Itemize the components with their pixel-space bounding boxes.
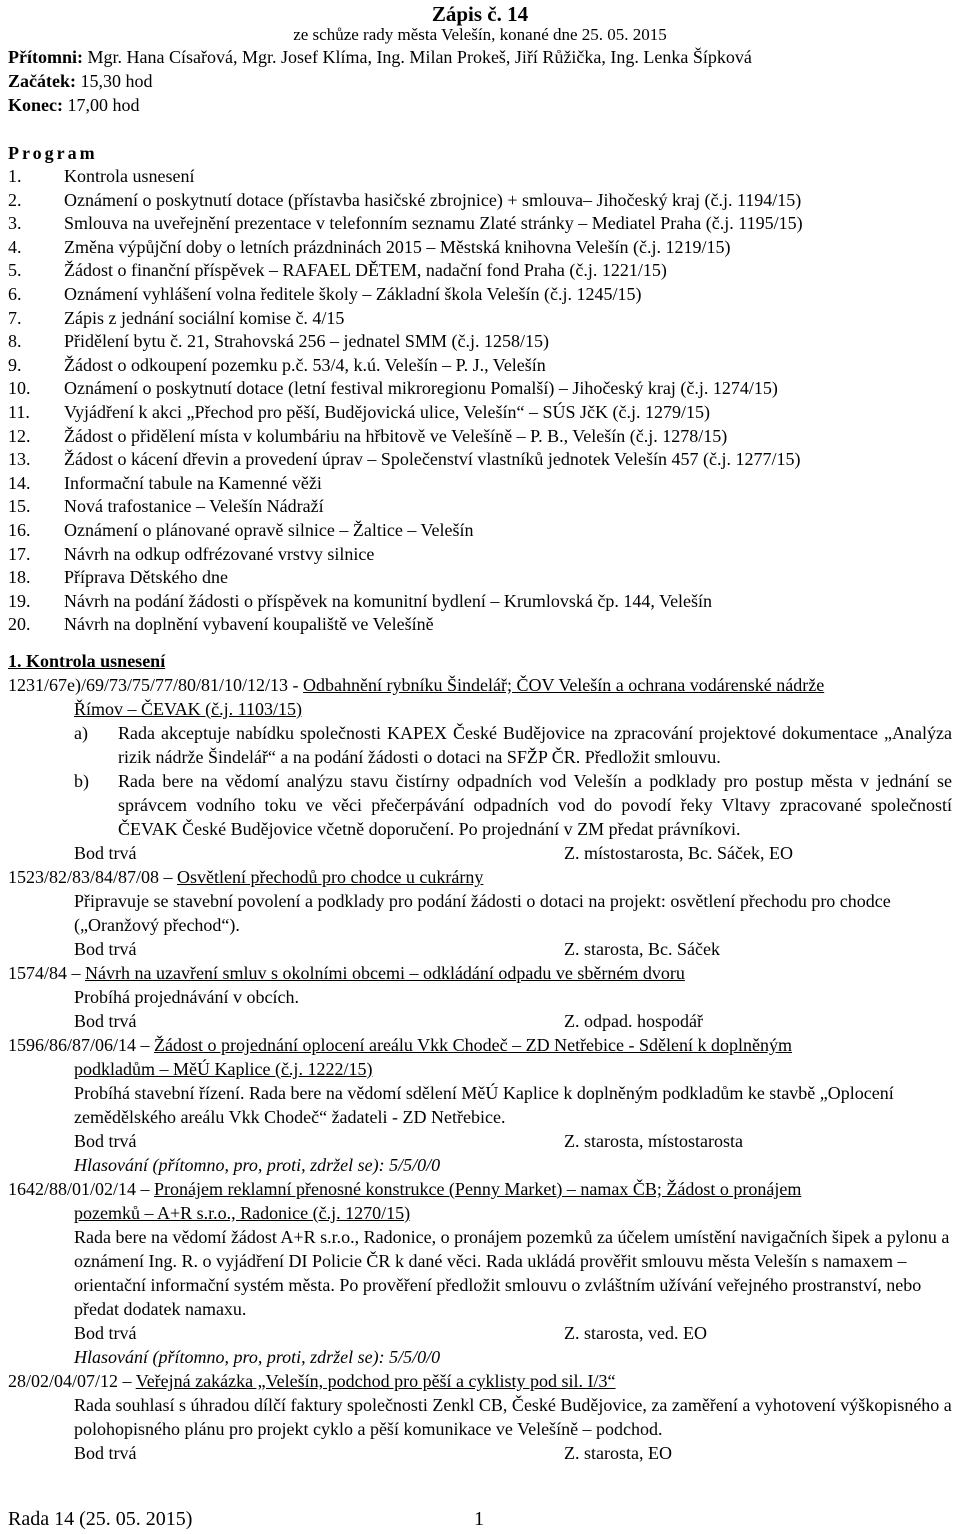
start-value: 15,30 hod — [80, 71, 153, 91]
program-item — [8, 165, 952, 189]
program-item-number: 1. — [8, 166, 22, 186]
program-item-number: 10. — [8, 378, 31, 399]
program-item-text: Oznámení o poskytnutí dotace (přístavba hasičské zbrojnice) + smlouva– Jihočeský kraj (č.j. 1194/15) — [64, 189, 802, 210]
end-label: Konec: — [8, 95, 63, 115]
program-item — [8, 472, 952, 496]
program-item-text: Zápis z jednání sociální komise č. 4/15 — [64, 307, 345, 328]
program-item — [8, 448, 952, 472]
program-item — [8, 307, 952, 331]
program-item-number: 4. — [8, 236, 22, 257]
vote-line: Hlasování (přítomno, pro, proti, zdržel se): 5/5/0/0 — [74, 1154, 441, 1175]
program-item-text: Oznámení o plánované opravě silnice – Žaltice – Velešín — [64, 519, 474, 540]
status-row — [8, 1441, 952, 1465]
program-item-text: Smlouva na uveřejnění prezentace v telefonním seznamu Zlaté stránky – Mediatel Praha (č.j. 1195/15) — [64, 213, 803, 234]
resolution-number: 1642/88/01/02/14 – — [8, 1178, 155, 1199]
program-item — [8, 212, 952, 236]
subitem-label: b) — [74, 770, 89, 791]
program-item-number: 13. — [8, 449, 31, 470]
footer-label: Rada 14 (25. 05. 2015) — [8, 1508, 193, 1530]
program-item — [8, 377, 952, 401]
status-row — [8, 1129, 952, 1153]
program-item-number: 20. — [8, 614, 31, 635]
end-value: 17,00 hod — [67, 95, 140, 115]
status-text: Bod trvá — [74, 842, 137, 863]
page-number: 1 — [474, 1508, 484, 1530]
start-line — [8, 69, 952, 93]
program-item-number: 15. — [8, 496, 31, 517]
resolution-title: Římov – ČEVAK (č.j. 1103/15) — [74, 698, 302, 719]
resolution-text: Připravuje se stavební povolení a podklady pro podání žádosti o dotaci na projekt: osvětlení přechodu pro chodce („Oranžový přechod“). — [74, 890, 891, 935]
resolution-text: Probíhá projednávání v obcích. — [74, 986, 299, 1007]
responsible-text: Z. starosta, ved. EO — [564, 1322, 707, 1343]
resolution-title: Žádost o projednání oplocení areálu Vkk Chodeč – ZD Netřebice - Sdělení k doplněným — [154, 1034, 793, 1055]
program-item-number: 2. — [8, 189, 22, 210]
section-heading: 1. Kontrola usnesení — [8, 650, 166, 671]
program-item-number: 6. — [8, 283, 22, 304]
program-item-number: 5. — [8, 260, 22, 281]
program-item-text: Žádost o finanční příspěvek – RAFAEL DĚTEM, nadační fond Praha (č.j. 1221/15) — [64, 260, 667, 281]
program-item-text: Návrh na doplnění vybavení koupaliště ve Velešíně — [64, 614, 434, 635]
resolution-title: Návrh na uzavření smluv s okolními obcemi – odkládání odpadu ve sběrném dvoru — [85, 962, 685, 983]
program-item-number: 12. — [8, 425, 31, 446]
program-item-number: 16. — [8, 519, 31, 540]
program-item-text: Návrh na podání žádosti o příspěvek na komunitní bydlení – Krumlovská čp. 144, Velešín — [64, 590, 713, 611]
status-text: Bod trvá — [74, 1442, 137, 1463]
responsible-text: Z. starosta, EO — [564, 1442, 672, 1463]
document-page — [8, 0, 952, 1465]
subitem-text: Rada akceptuje nabídku společnosti KAPEX České Budějovice na zpracování projektové dokumentace „Analýza rizik nádrže Šindelář“ a na podání žádosti o dotaci na SFŽP ČR. Předložit smlouvu. — [118, 722, 952, 767]
resolution-number: 28/02/04/07/12 – — [8, 1370, 136, 1391]
program-item-number: 18. — [8, 567, 31, 588]
end-line — [8, 93, 952, 117]
program-item-text: Oznámení o poskytnutí dotace (letní festival mikroregionu Pomalší) – Jihočeský kraj (č.j. 1274/15) — [64, 378, 778, 399]
program-item-text: Návrh na odkup odfrézované vrstvy silnice — [64, 543, 375, 564]
resolution-number: 1596/86/87/06/14 – — [8, 1034, 155, 1055]
program-list — [8, 165, 952, 637]
resolution-number: 1574/84 – — [8, 962, 86, 983]
resolution-subitem — [8, 721, 952, 769]
resolution-title: Osvětlení přechodů pro chodce u cukrárny — [177, 866, 484, 887]
program-item — [8, 495, 952, 519]
program-item — [8, 566, 952, 590]
resolution-ref — [8, 1033, 952, 1057]
program-item — [8, 236, 952, 260]
program-item-text: Žádost o přidělení místa v kolumbáriu na hřbitově ve Velešíně – P. B., Velešín (č.j. 1278/15) — [64, 425, 728, 446]
subitem-label: a) — [74, 722, 88, 743]
program-item-text: Změna výpůjční doby o letních prázdninách 2015 – Městská knihovna Velešín (č.j. 1219/15) — [64, 236, 731, 257]
document-subtitle: ze schůze rady města Velešín, konané dne 25. 05. 2015 — [293, 25, 667, 44]
resolution-title-cont — [8, 697, 952, 721]
resolution-ref — [8, 673, 952, 697]
resolution-title: Pronájem reklamní přenosné konstrukce (Penny Market) – namax ČB; Žádost o pronájem — [154, 1178, 802, 1199]
program-item-text: Informační tabule na Kamenné věži — [64, 472, 322, 493]
program-item — [8, 543, 952, 567]
responsible-text: Z. místostarosta, Bc. Sáček, EO — [564, 842, 793, 863]
resolution-subitem — [8, 769, 952, 841]
program-item — [8, 354, 952, 378]
resolution-number: 1523/82/83/84/87/08 – — [8, 866, 178, 887]
program-item-number: 11. — [8, 401, 30, 422]
program-item — [8, 283, 952, 307]
status-text: Bod trvá — [74, 1130, 137, 1151]
program-item-number: 9. — [8, 354, 22, 375]
program-heading: Program — [8, 143, 98, 163]
status-text: Bod trvá — [74, 1010, 137, 1031]
status-row — [8, 1009, 952, 1033]
responsible-text: Z. starosta, Bc. Sáček — [564, 938, 720, 959]
resolution-text: Rada bere na vědomí žádost A+R s.r.o., Radonice, o pronájem pozemků za účelem umístění navigačních šipek a pylonu a oznámení Ing. R. o vyjádření DI Policie ČR k dané věci. Rada ukládá prověřit smlouvu města Velešín s namaxem – orientační informační systém města. Po prověření předložit smlouvu o zvláštním užívání veřejného prostranství, nebo předat dodatek namaxu. — [74, 1226, 950, 1319]
resolution-title: pozemků – A+R s.r.o., Radonice (č.j. 1270/15) — [74, 1202, 411, 1223]
status-text: Bod trvá — [74, 938, 137, 959]
program-item-text: Kontrola usnesení — [64, 166, 195, 186]
status-row — [8, 1321, 952, 1345]
program-item-number: 14. — [8, 472, 31, 493]
resolution-ref — [8, 961, 952, 985]
subitem-text: Rada bere na vědomí analýzu stavu čistírny odpadních vod Velešín a podklady pro postup města v jednání se správcem vodního toku ve věci přečerpávání odpadních vod do povodí řeky Vltavy zpracované společností ČEVAK České Budějovice včetně doporučení. Po projednání v ZM předat právníkovi. — [118, 770, 952, 839]
resolution-title: Veřejná zakázka „Velešín, podchod pro pěší a cyklisty pod sil. I/3“ — [135, 1370, 616, 1391]
program-item — [8, 590, 952, 614]
resolution-number: 1231/67e)/69/73/75/77/80/81/10/12/13 - — [8, 674, 303, 695]
present-value: Mgr. Hana Císařová, Mgr. Josef Klíma, Ing. Milan Prokeš, Jiří Růžička, Ing. Lenka Šípková — [87, 47, 752, 67]
resolution-title-cont — [8, 1057, 952, 1081]
program-item-text: Žádost o odkoupení pozemku p.č. 53/4, k.ú. Velešín – P. J., Velešín — [64, 354, 546, 375]
resolution-ref — [8, 1369, 952, 1393]
program-item — [8, 330, 952, 354]
status-row — [8, 841, 952, 865]
program-item-text: Nová trafostanice – Velešín Nádraží — [64, 496, 324, 517]
program-item — [8, 259, 952, 283]
resolution-title: Odbahnění rybníku Šindelář; ČOV Velešín a ochrana vodárenské nádrže — [303, 674, 825, 695]
program-item-number: 8. — [8, 331, 22, 352]
page-footer — [8, 1507, 608, 1531]
vote-line: Hlasování (přítomno, pro, proti, zdržel se): 5/5/0/0 — [74, 1346, 441, 1367]
program-item — [8, 401, 952, 425]
resolution-text: Rada souhlasí s úhradou dílčí faktury společnosti Zenkl CB, České Budějovice, za zaměření a vyhotovení výškopisného a polohopisného plánu pro projekt cyklo a pěší komunikace ve Velešíně – podchod. — [74, 1394, 952, 1439]
resolution-title-cont — [8, 1201, 952, 1225]
status-text: Bod trvá — [74, 1322, 137, 1343]
resolution-ref — [8, 865, 952, 889]
program-item-text: Vyjádření k akci „Přechod pro pěší, Budějovická ulice, Velešín“ – SÚS JčK (č.j. 1279/15) — [64, 401, 711, 422]
program-item-number: 3. — [8, 213, 22, 234]
start-label: Začátek: — [8, 71, 76, 91]
present-label: Přítomni: — [8, 47, 83, 67]
responsible-text: Z. odpad. hospodář — [564, 1010, 703, 1031]
program-item-text: Příprava Dětského dne — [64, 567, 228, 588]
program-item-text: Oznámení vyhlášení volna ředitele školy – Základní škola Velešín (č.j. 1245/15) — [64, 283, 642, 304]
program-item-number: 19. — [8, 590, 31, 611]
program-item — [8, 519, 952, 543]
status-row — [8, 937, 952, 961]
present-line — [8, 45, 952, 69]
document-title: Zápis č. 14 — [431, 2, 529, 26]
program-item-number: 17. — [8, 543, 31, 564]
program-item — [8, 189, 952, 213]
program-item-number: 7. — [8, 307, 22, 328]
resolution-text: Probíhá stavební řízení. Rada bere na vědomí sdělení MěÚ Kaplice k doplněným podkladům ke stavbě „Oplocení zemědělského areálu Vkk Chodeč“ žadateli - ZD Netřebice. — [74, 1082, 894, 1127]
program-item-text: Žádost o kácení dřevin a provedení úprav – Společenství vlastníků jednotek Velešín 457 (č.j. 1277/15) — [64, 449, 801, 470]
program-item-text: Přidělení bytu č. 21, Strahovská 256 – jednatel SMM (č.j. 1258/15) — [64, 331, 549, 352]
resolution-ref — [8, 1177, 952, 1201]
resolution-title: podkladům – MěÚ Kaplice (č.j. 1222/15) — [74, 1058, 373, 1079]
responsible-text: Z. starosta, místostarosta — [564, 1130, 743, 1151]
program-item — [8, 613, 952, 637]
program-item — [8, 425, 952, 449]
